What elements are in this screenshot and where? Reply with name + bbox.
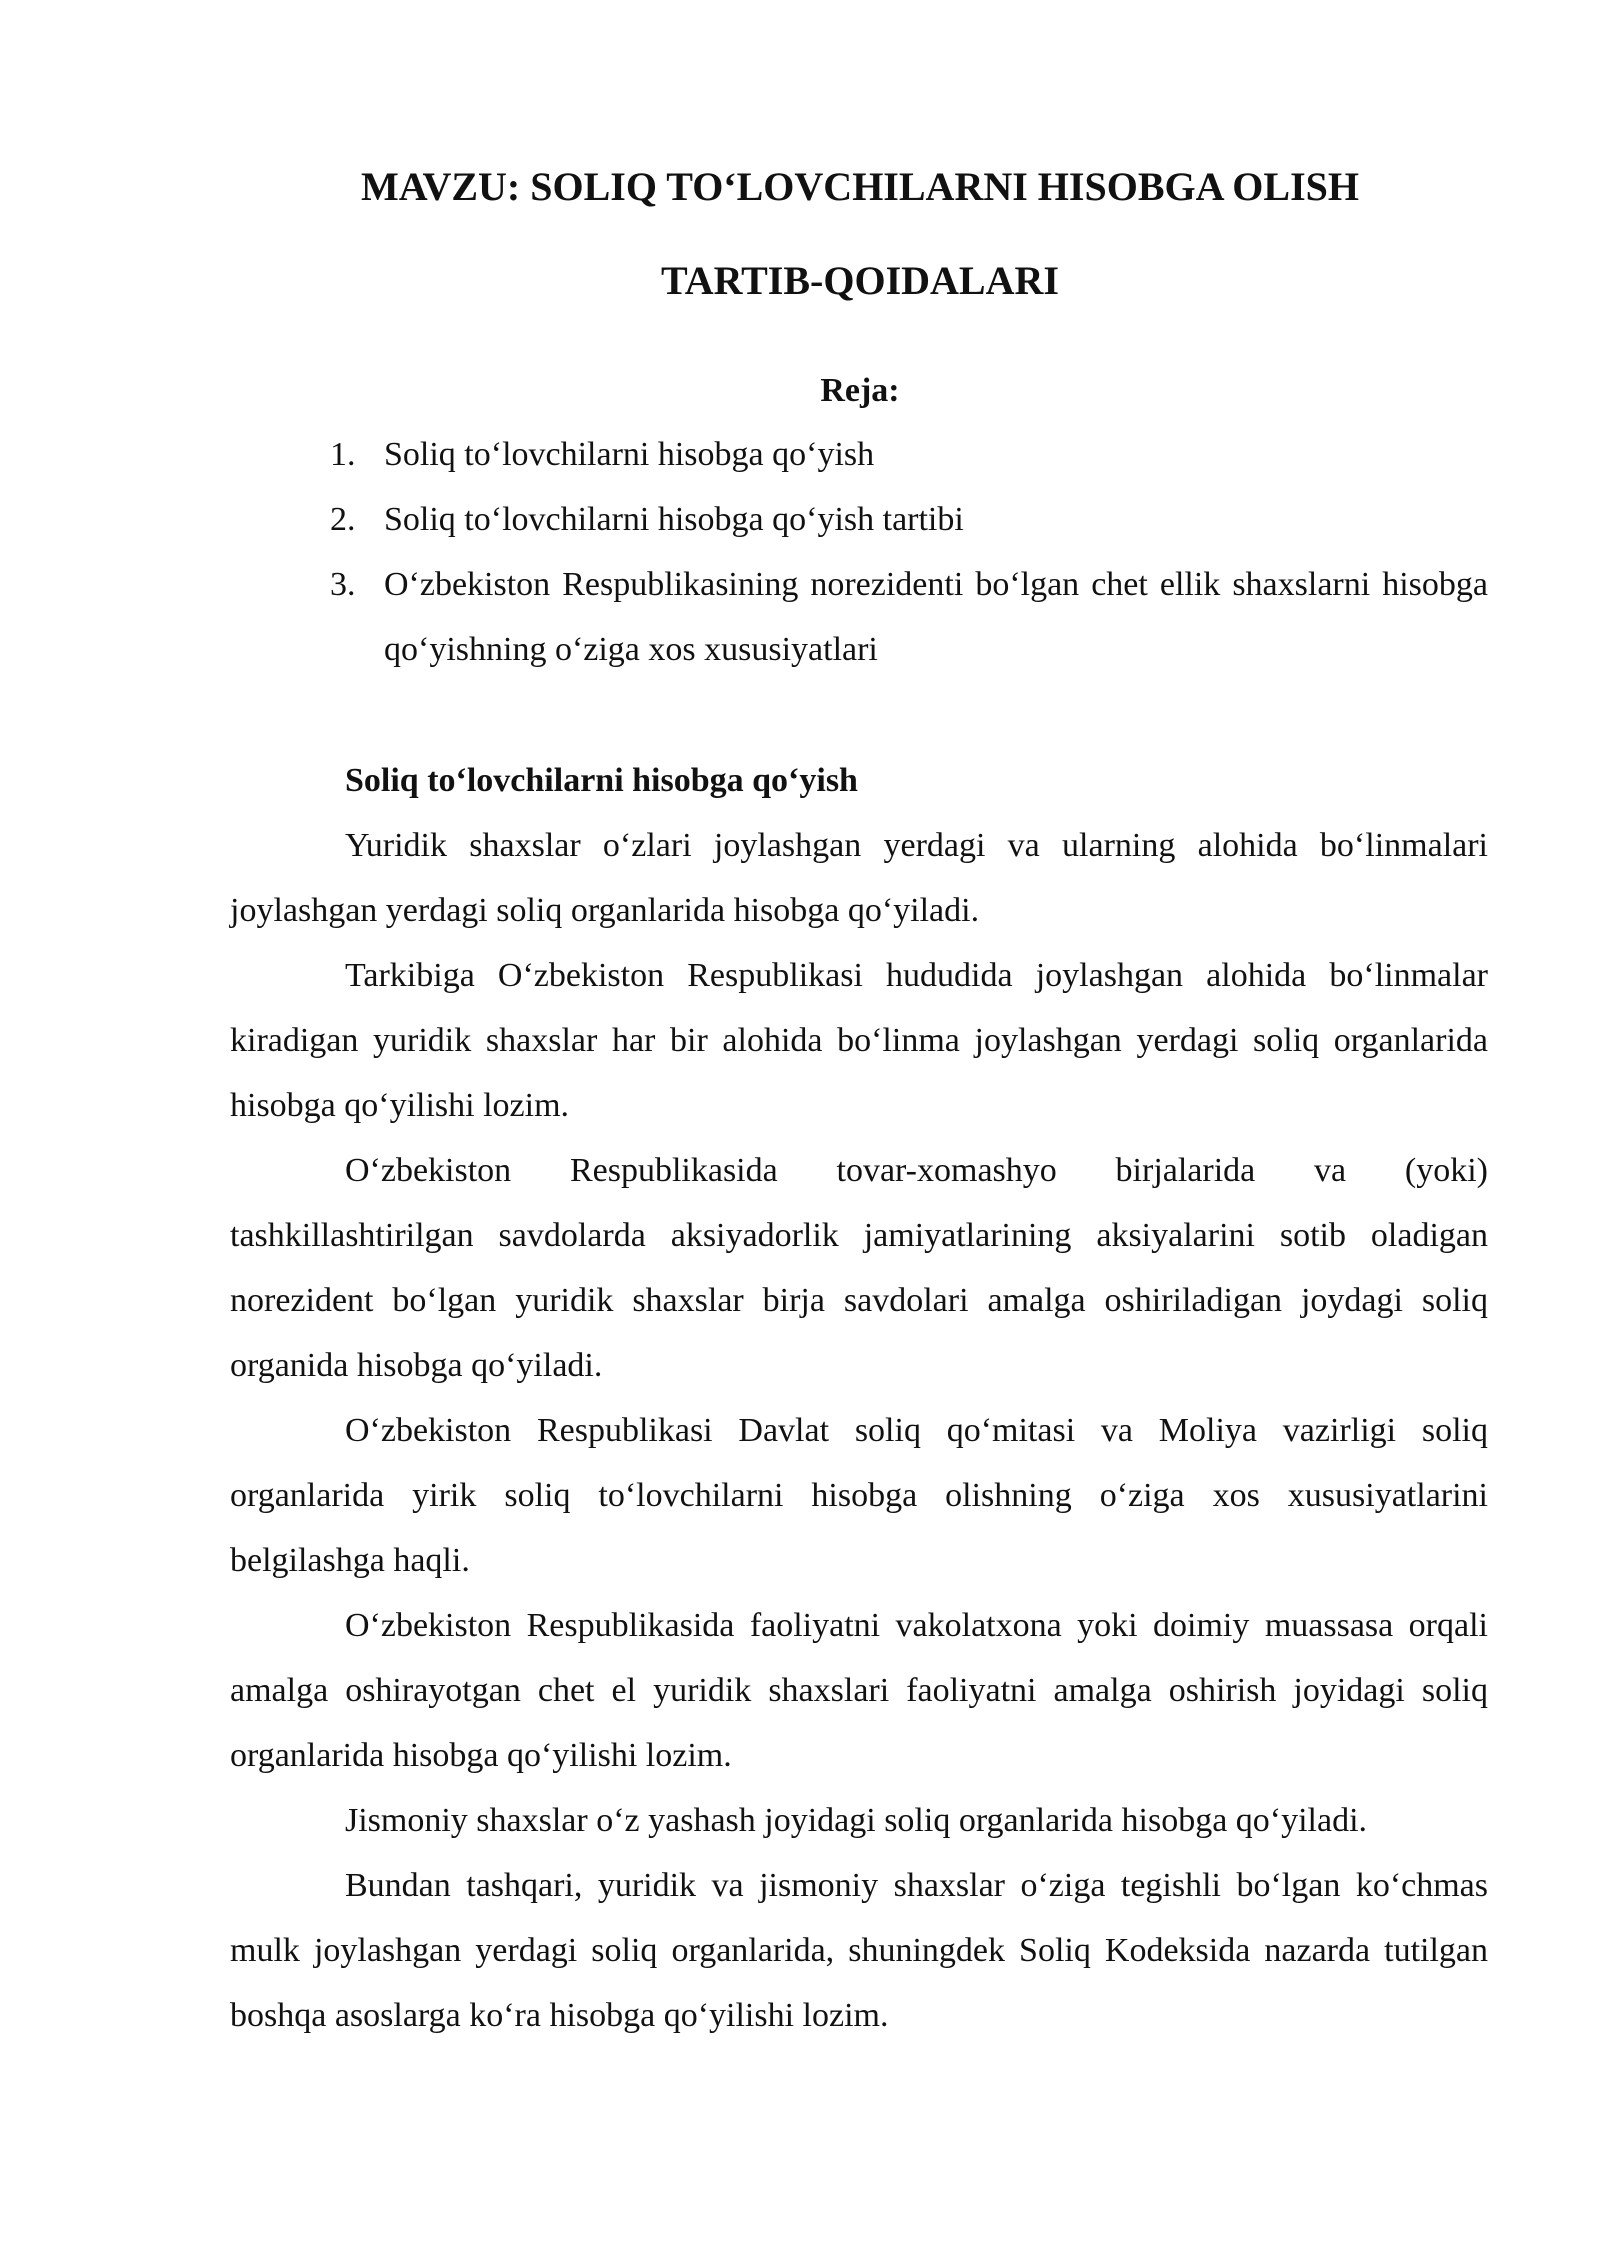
paragraph: O‘zbekiston Respublikasi Davlat soliq qo‘mitasi va Moliya vazirligi soliq organlarida yirik soliq to‘lovchilarni hisobga olishning o‘ziga xos xususiyatlarini belgilashga haqli.	[230, 1412, 1488, 1579]
paragraph: Tarkibiga O‘zbekiston Respublikasi hududida joylashgan alohida bo‘linmalar kiradigan yuridik shaxslar har bir alohida bo‘linma joylashgan yerdagi soliq organlarida hisobga qo‘yilishi lozim.	[230, 957, 1488, 1124]
plan-item-text: Soliq to‘lovchilarni hisobga qo‘yish	[384, 436, 875, 473]
plan-item	[330, 552, 1488, 682]
paragraph: Yuridik shaxslar o‘zlari joylashgan yerdagi va ularning alohida bo‘linmalari joylashgan yerdagi soliq organlarida hisobga qo‘yiladi.	[230, 827, 1488, 929]
plan-item-number: 3.	[330, 566, 356, 603]
plan-list	[330, 422, 1488, 682]
title-line-2: TARTIB-QOIDALARI	[661, 258, 1059, 303]
document-title	[230, 140, 1490, 328]
plan-item-number: 2.	[330, 501, 356, 538]
plan-item-text: O‘zbekiston Respublikasining norezidenti bo‘lgan chet ellik shaxslarni hisobga qo‘yishning o‘ziga xos xususiyatlari	[384, 566, 1488, 668]
plan-item	[330, 487, 1488, 552]
paragraph: Jismoniy shaxslar o‘z yashash joyidagi soliq organlarida hisobga qo‘yiladi.	[345, 1802, 1368, 1839]
plan-item	[330, 422, 1488, 487]
plan-item-number: 1.	[330, 436, 356, 473]
paragraph: O‘zbekiston Respublikasida faoliyatni vakolatxona yoki doimiy muassasa orqali amalga oshirayotgan chet el yuridik shaxslari faoliyatni amalga oshirish joyidagi soliq organlarida hisobga qo‘yilishi lozim.	[230, 1607, 1488, 1774]
paragraph: O‘zbekiston Respublikasida tovar-xomashyo birjalarida va (yoki) tashkillashtirilgan savdolarda aksiyadorlik jamiyatlarining aksiyalarini sotib oladigan norezident bo‘lgan yuridik shaxslar birja savdolari amalga oshiriladigan joydagi soliq organida hisobga qo‘yiladi.	[230, 1152, 1488, 1384]
plan-item-text: Soliq to‘lovchilarni hisobga qo‘yish tartibi	[384, 501, 964, 538]
title-line-1: MAVZU: SOLIQ TO‘LOVCHILARNI HISOBGA OLISH	[360, 164, 1360, 209]
paragraph: Bundan tashqari, yuridik va jismoniy shaxslar o‘ziga tegishli bo‘lgan ko‘chmas mulk joylashgan yerdagi soliq organlarida, shuningdek Soliq Kodeksida nazarda tutilgan boshqa asoslarga ko‘ra hisobga qo‘yilishi lozim.	[230, 1867, 1488, 2034]
section-body	[230, 813, 1488, 2048]
section-heading: Soliq to‘lovchilarni hisobga qo‘yish	[345, 762, 858, 799]
plan-heading: Reja:	[820, 372, 900, 409]
